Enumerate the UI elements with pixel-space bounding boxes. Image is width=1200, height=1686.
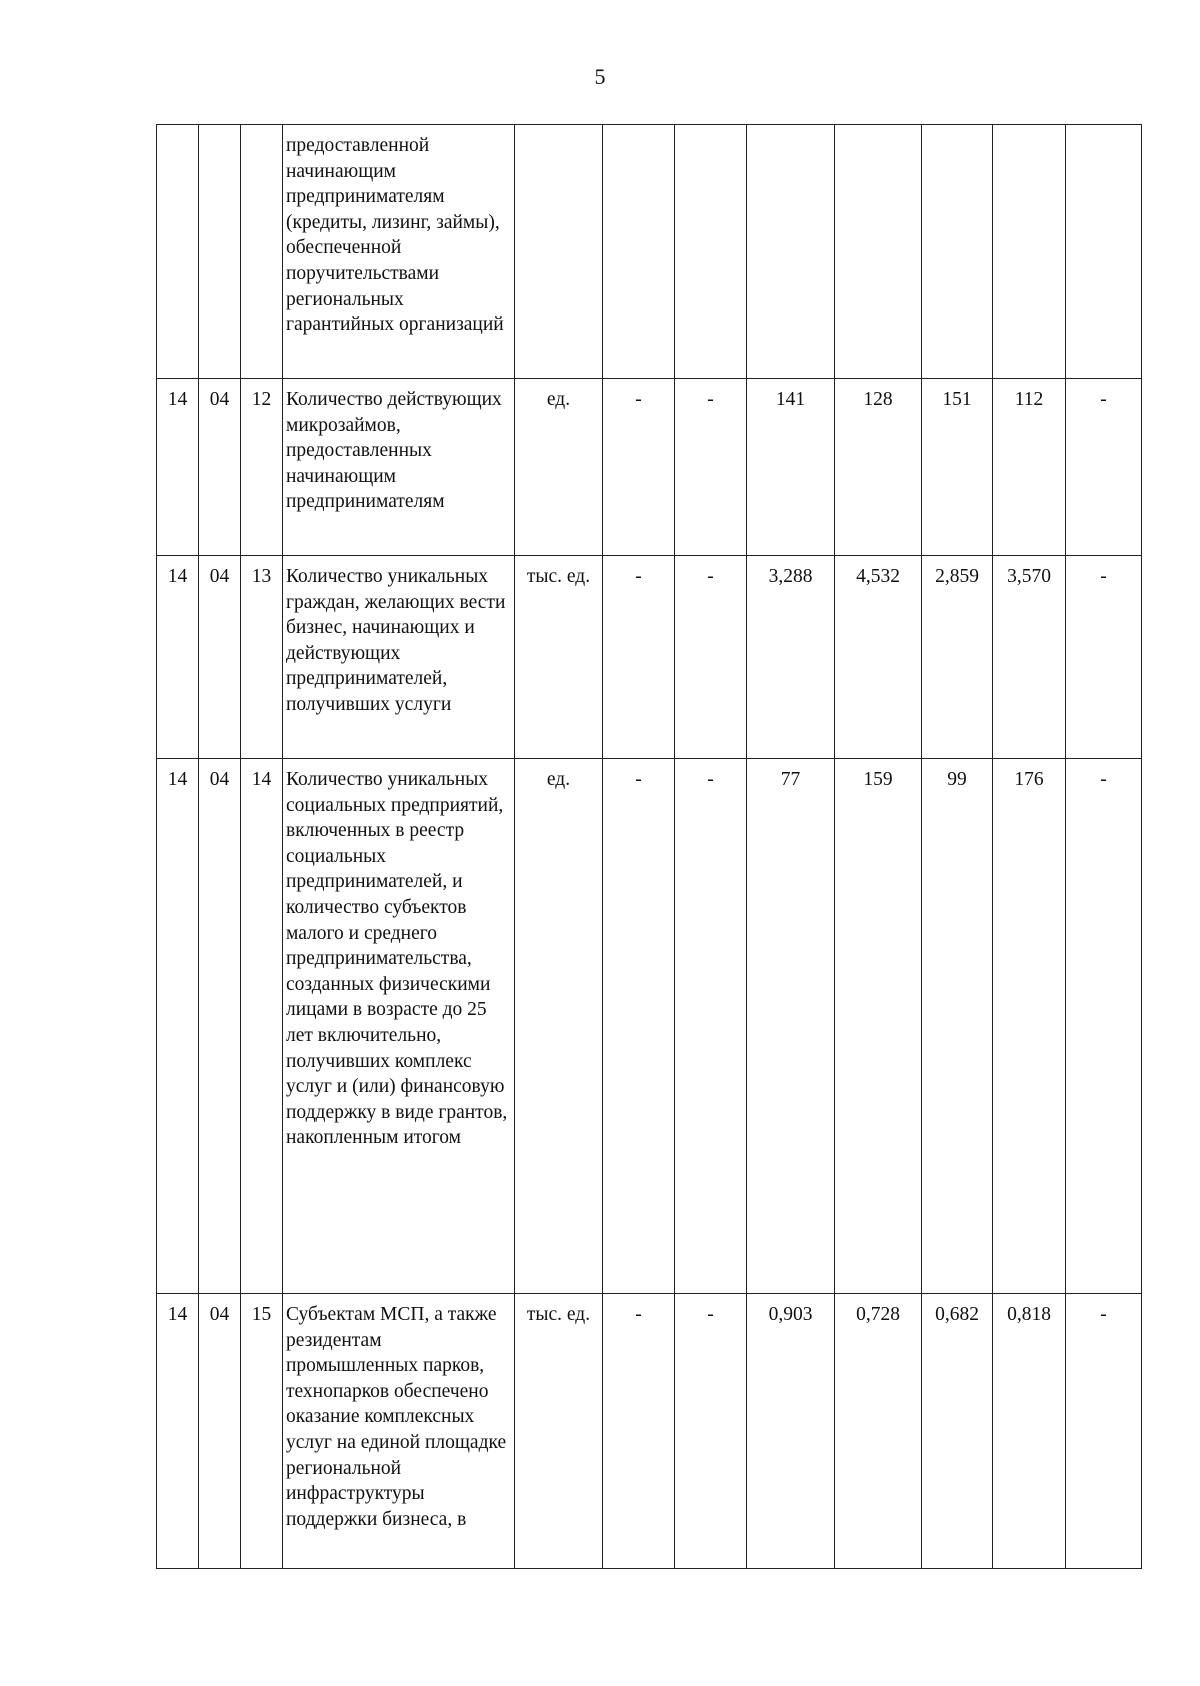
- value-col-4-cell: 159: [835, 759, 922, 1294]
- value-col-2-cell: -: [675, 1294, 747, 1569]
- unit-cell: тыс. ед.: [515, 556, 603, 759]
- indicator-name-cell: Количество уникальных социальных предприятий, включенных в реестр социальных предпринимателей, и количество субъектов малого и среднего предпринимательства, созданных физическими лицами в возрасте до 25 лет включительно, получивших комплекс услуг и (или) финансовую поддержку в виде грантов, накопленным итогом: [283, 759, 515, 1294]
- value-col-7-cell: [1066, 125, 1142, 379]
- code-1-cell: 14: [157, 759, 199, 1294]
- indicators-table: [156, 124, 1142, 1569]
- value-col-2-cell: -: [675, 379, 747, 556]
- value-col-1-cell: -: [603, 556, 675, 759]
- value-col-3-cell: 3,288: [747, 556, 835, 759]
- code-3-cell: 13: [241, 556, 283, 759]
- value-col-3-cell: [747, 125, 835, 379]
- table-row: [157, 556, 1142, 759]
- unit-cell: [515, 125, 603, 379]
- value-col-5-cell: [922, 125, 993, 379]
- code-1-cell: [157, 125, 199, 379]
- indicator-name-cell: предоставленной начинающим предпринимателям (кредиты, лизинг, займы), обеспеченной поручительствами региональных гарантийных организаций: [283, 125, 515, 379]
- value-col-7-cell: -: [1066, 759, 1142, 1294]
- code-1-cell: 14: [157, 379, 199, 556]
- value-col-5-cell: 151: [922, 379, 993, 556]
- value-col-5-cell: 0,682: [922, 1294, 993, 1569]
- value-col-6-cell: 176: [993, 759, 1066, 1294]
- value-col-3-cell: 141: [747, 379, 835, 556]
- code-2-cell: 04: [199, 1294, 241, 1569]
- table-row: [157, 125, 1142, 379]
- value-col-4-cell: 4,532: [835, 556, 922, 759]
- value-col-2-cell: -: [675, 556, 747, 759]
- code-2-cell: 04: [199, 556, 241, 759]
- code-3-cell: 15: [241, 1294, 283, 1569]
- code-2-cell: 04: [199, 379, 241, 556]
- value-col-4-cell: 0,728: [835, 1294, 922, 1569]
- unit-cell: ед.: [515, 759, 603, 1294]
- code-3-cell: 14: [241, 759, 283, 1294]
- value-col-4-cell: [835, 125, 922, 379]
- value-col-6-cell: 3,570: [993, 556, 1066, 759]
- value-col-2-cell: -: [675, 759, 747, 1294]
- value-col-6-cell: 0,818: [993, 1294, 1066, 1569]
- code-1-cell: 14: [157, 556, 199, 759]
- code-3-cell: 12: [241, 379, 283, 556]
- indicator-name-cell: Субъектам МСП, а также резидентам промышленных парков, технопарков обеспечено оказание комплексных услуг на единой площадке региональной инфраструктуры поддержки бизнеса, в: [283, 1294, 515, 1569]
- value-col-1-cell: -: [603, 1294, 675, 1569]
- value-col-3-cell: 0,903: [747, 1294, 835, 1569]
- value-col-6-cell: [993, 125, 1066, 379]
- code-1-cell: 14: [157, 1294, 199, 1569]
- page-number: 5: [594, 64, 606, 89]
- code-2-cell: 04: [199, 759, 241, 1294]
- unit-cell: тыс. ед.: [515, 1294, 603, 1569]
- indicator-name-cell: Количество действующих микрозаймов, предоставленных начинающим предпринимателям: [283, 379, 515, 556]
- indicator-name-cell: Количество уникальных граждан, желающих вести бизнес, начинающих и действующих предпринимателей, получивших услуги: [283, 556, 515, 759]
- value-col-1-cell: [603, 125, 675, 379]
- table-row: [157, 759, 1142, 1294]
- value-col-1-cell: -: [603, 759, 675, 1294]
- value-col-7-cell: -: [1066, 556, 1142, 759]
- value-col-1-cell: -: [603, 379, 675, 556]
- table-row: [157, 1294, 1142, 1569]
- value-col-2-cell: [675, 125, 747, 379]
- value-col-3-cell: 77: [747, 759, 835, 1294]
- value-col-5-cell: 2,859: [922, 556, 993, 759]
- table-row: [157, 379, 1142, 556]
- value-col-4-cell: 128: [835, 379, 922, 556]
- value-col-7-cell: -: [1066, 1294, 1142, 1569]
- code-2-cell: [199, 125, 241, 379]
- value-col-5-cell: 99: [922, 759, 993, 1294]
- unit-cell: ед.: [515, 379, 603, 556]
- value-col-7-cell: -: [1066, 379, 1142, 556]
- code-3-cell: [241, 125, 283, 379]
- value-col-6-cell: 112: [993, 379, 1066, 556]
